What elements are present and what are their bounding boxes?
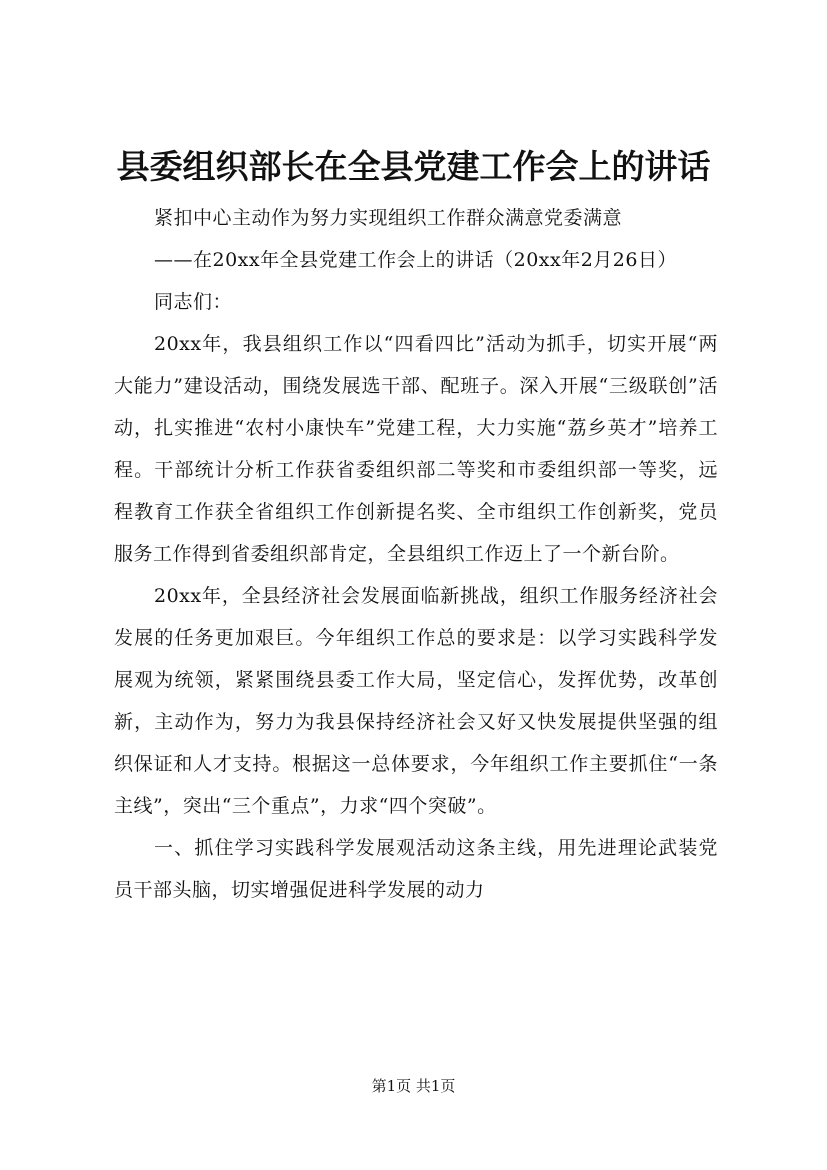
paragraph: 20xx年，全县经济社会发展面临新挑战，组织工作服务经济社会发展的任务更加艰巨。今年组织工作总的要求是：以学习实践科学发展观为统领，紧紧围绕县委工作大局，坚定信心，发挥优势，改革创新，主动作为，努力为我县保持经济社会又好又快发展提供坚强的组织保证和人才支持。根据这一总体要求，今年组织工作主要抓住“一条主线”，突出“三个重点”，力求“四个突破”。	[114, 585, 718, 817]
subtitle-speech-info: ——在20xx年全县党建工作会上的讲话（20xx年2月26日）	[154, 249, 677, 271]
subtitle: 紧扣中心主动作为努力实现组织工作群众满意党委满意	[154, 207, 623, 229]
section-heading: 一、抓住学习实践科学发展观活动这条主线，用先进理论武装党员干部头脑，切实增强促进科学发展的动力	[114, 837, 718, 901]
paragraph: 20xx年，我县组织工作以“四看四比”活动为抓手，切实开展“两大能力”建设活动，围绕发展选干部、配班子。深入开展“三级联创”活动，扎实推进“农村小康快车”党建工程，大力实施“荔乡英才”培养工程。干部统计分析工作获省委组织部二等奖和市委组织部一等奖，远程教育工作获全省组织工作创新提名奖、全市组织工作创新奖，党员服务工作得到省委组织部肯定，全县组织工作迈上了一个新台阶。	[114, 333, 718, 565]
document-title: 县委组织部长在全县党建工作会上的讲话	[116, 147, 711, 186]
page-footer: 第1页 共1页	[371, 1077, 456, 1095]
salutation: 同志们：	[154, 291, 233, 313]
document-body	[114, 197, 718, 911]
